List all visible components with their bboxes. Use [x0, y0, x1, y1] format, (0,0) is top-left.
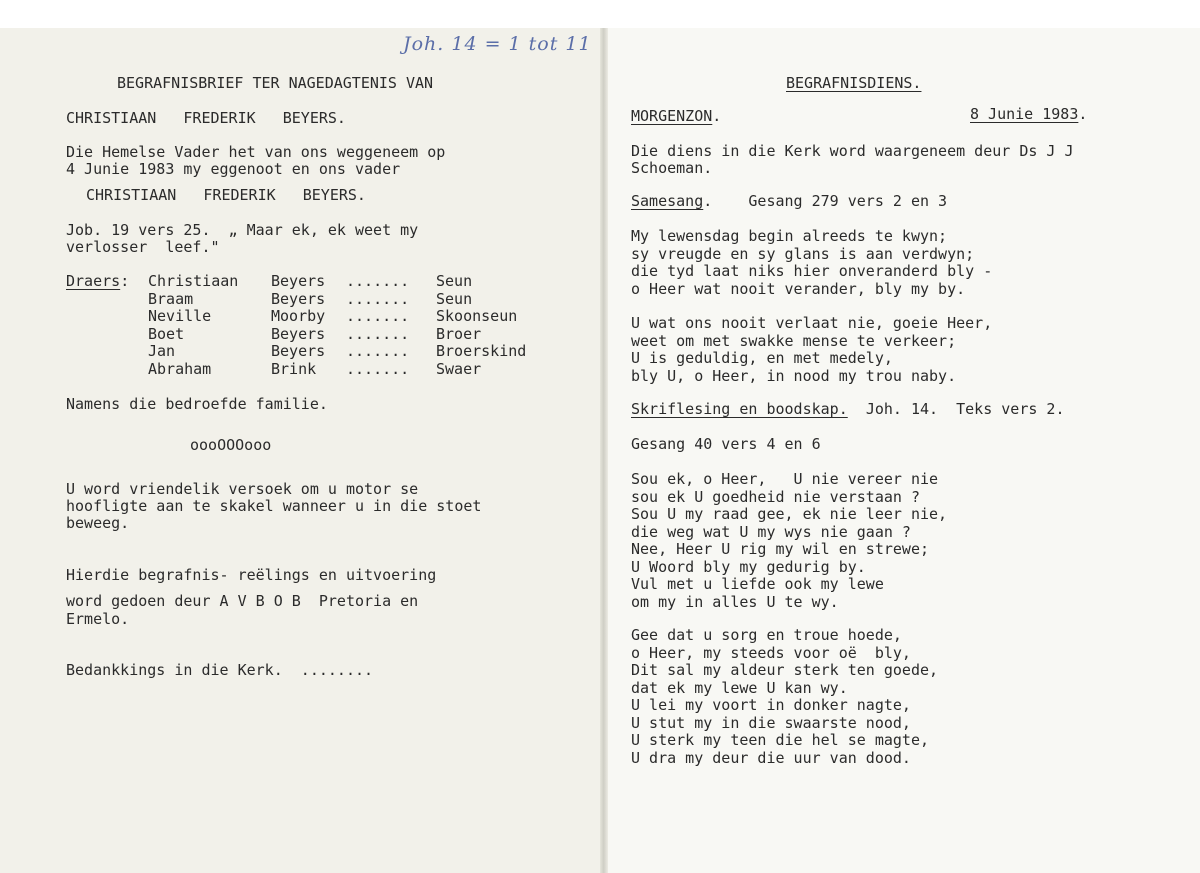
service-line: Die diens in die Kerk word waargeneem deur Ds J J — [631, 142, 1074, 160]
hymn-reference: Gesang 40 vers 4 en 6 — [631, 435, 821, 453]
bearer-first-name: Christiaan — [148, 272, 239, 290]
bearer-relation: Swaer — [436, 359, 482, 378]
stanza-line: dat ek my lewe U kan wy. — [631, 678, 848, 697]
bearer-surname: Beyers — [271, 272, 326, 290]
bearer-relation: Broer — [436, 324, 482, 343]
scripture-line: verlosser leef." — [66, 238, 220, 256]
dot-leader: ....... — [346, 272, 410, 290]
right-title: BEGRAFNISDIENS. — [786, 74, 922, 92]
bearer-relation: Seun — [436, 272, 473, 290]
samesang-line — [631, 193, 947, 210]
hymn-stanza — [631, 627, 938, 767]
samesang-dot: . — [703, 192, 713, 210]
intro-line: Die Hemelse Vader het van ons weggeneem op — [66, 143, 446, 161]
handwritten-note: Joh. 14 = 1 tot 11 — [403, 33, 592, 55]
stanza-line: Sou U my raad gee, ek nie leer nie, — [631, 505, 948, 523]
bearer-surname: Beyers — [271, 342, 326, 360]
bearer-relation: Seun — [436, 289, 473, 308]
left-title: BEGRAFNISBRIEF TER NAGEDAGTENIS VAN — [117, 74, 434, 92]
scripture-line: Job. 19 vers 25. „ Maar ek, ek weet my — [66, 221, 419, 239]
place: MORGENZON — [631, 107, 713, 125]
stanza-line: U Woord bly my gedurig by. — [631, 557, 866, 576]
hymn-stanza — [631, 315, 992, 385]
bearer-surname: Beyers — [271, 324, 326, 343]
bearer-first-name: Braam — [148, 289, 194, 308]
bearer-first-name: Boet — [148, 324, 185, 343]
reading-text: Joh. 14. Teks vers 2. — [865, 400, 1065, 418]
stanza-line: Nee, Heer U rig my wil en strewe; — [631, 540, 930, 558]
bearer-surname: Moorby — [271, 307, 326, 325]
stanza-line: Vul met u liefde ook my lewe — [631, 575, 884, 593]
request-line: U word vriendelik versoek om u motor se — [66, 480, 419, 498]
stanza-line: My lewensdag begin alreeds te kwyn; — [631, 227, 948, 245]
dot-leader: ....... — [346, 342, 410, 360]
page-fold — [600, 28, 608, 873]
service-date: 8 Junie 1983 — [970, 105, 1079, 123]
bearers-label — [66, 273, 129, 290]
place-dot: . — [712, 107, 722, 125]
bearers-relations — [436, 273, 526, 378]
intro-line: 4 Junie 1983 my eggenoot en ons vader — [66, 160, 401, 178]
stanza-line: o Heer, my steeds voor oë bly, — [631, 643, 911, 662]
bearer-relation: Broerskind — [436, 342, 527, 360]
bearers-surnames — [271, 273, 325, 378]
top-edge — [0, 0, 1200, 28]
separator: oooOOOooo — [190, 436, 272, 454]
request-line: beweeg. — [66, 514, 130, 532]
stanza-line: U lei my voort in donker nagte, — [631, 696, 911, 714]
stanza-line: bly U, o Heer, in nood my trou naby. — [631, 366, 957, 385]
bearer-first-name: Abraham — [148, 359, 212, 378]
stanza-line: om my in alles U te wy. — [631, 592, 839, 611]
arrangements-line: Ermelo. — [66, 610, 130, 628]
stanza-line: Sou ek, o Heer, U nie vereer nie — [631, 470, 939, 488]
hymn-stanza — [631, 228, 992, 298]
family-line: Namens die bedroefde familie. — [66, 395, 328, 413]
bearer-surname: Brink — [271, 359, 317, 378]
arrangements-line: word gedoen deur A V B O B Pretoria en — [66, 592, 419, 610]
bearer-surname: Beyers — [271, 289, 326, 308]
stanza-line: o Heer wat nooit verander, bly my by. — [631, 279, 966, 298]
reading-label: Skriflesing en boodskap. — [631, 400, 848, 418]
stanza-line: Gee dat u sorg en troue hoede, — [631, 626, 902, 644]
dot-leader: ....... — [346, 289, 410, 308]
stanza-line: die tyd laat niks hier onveranderd bly - — [631, 262, 993, 280]
request-line: hoofligte aan te skakel wanneer u in die stoet — [66, 497, 482, 515]
dot-leader: ....... — [346, 307, 410, 325]
bearers-label-text: Draers — [66, 272, 121, 290]
thanks-line: Bedankkings in die Kerk. ........ — [66, 661, 374, 679]
stanza-line: Dit sal my aldeur sterk ten goede, — [631, 661, 939, 679]
stanza-line: weet om met swakke mense te verkeer; — [631, 331, 957, 350]
stanza-line: die weg wat U my wys nie gaan ? — [631, 522, 911, 541]
stanza-line: U is geduldig, en met medely, — [631, 349, 893, 367]
date-dot: . — [1078, 105, 1088, 123]
stanza-line: U dra my deur die uur van dood. — [631, 748, 911, 767]
stanza-line: U stut my in die swaarste nood, — [631, 713, 911, 732]
bearer-first-name: Jan — [148, 342, 176, 360]
bearers-first-names — [148, 273, 238, 378]
arrangements-line: Hierdie begrafnis- reëlings en uitvoering — [66, 566, 437, 584]
service-line: Schoeman. — [631, 159, 713, 177]
stanza-line: U sterk my teen die hel se magte, — [631, 731, 930, 749]
bearer-first-name: Neville — [148, 307, 212, 325]
bearers-label-colon: : — [120, 272, 130, 290]
dot-leader: ....... — [346, 324, 410, 343]
intro-deceased-name: CHRISTIAAN FREDERIK BEYERS. — [86, 186, 366, 204]
samesang-label: Samesang — [631, 192, 704, 210]
dot-leader: ....... — [346, 359, 410, 378]
place-line — [631, 108, 721, 125]
stanza-line: sy vreugde en sy glans is aan verdwyn; — [631, 244, 975, 263]
samesang-hymn: Gesang 279 vers 2 en 3 — [748, 192, 948, 210]
stanza-line: U wat ons nooit verlaat nie, goeie Heer, — [631, 314, 993, 332]
reading-line — [631, 401, 1065, 418]
stanza-line: sou ek U goedheid nie verstaan ? — [631, 487, 920, 506]
hymn-stanza — [631, 471, 947, 611]
bearer-relation: Skoonseun — [436, 307, 518, 325]
bearers-leaders — [346, 273, 409, 378]
date-line — [970, 106, 1087, 123]
deceased-name-heading: CHRISTIAAN FREDERIK BEYERS. — [66, 109, 346, 127]
